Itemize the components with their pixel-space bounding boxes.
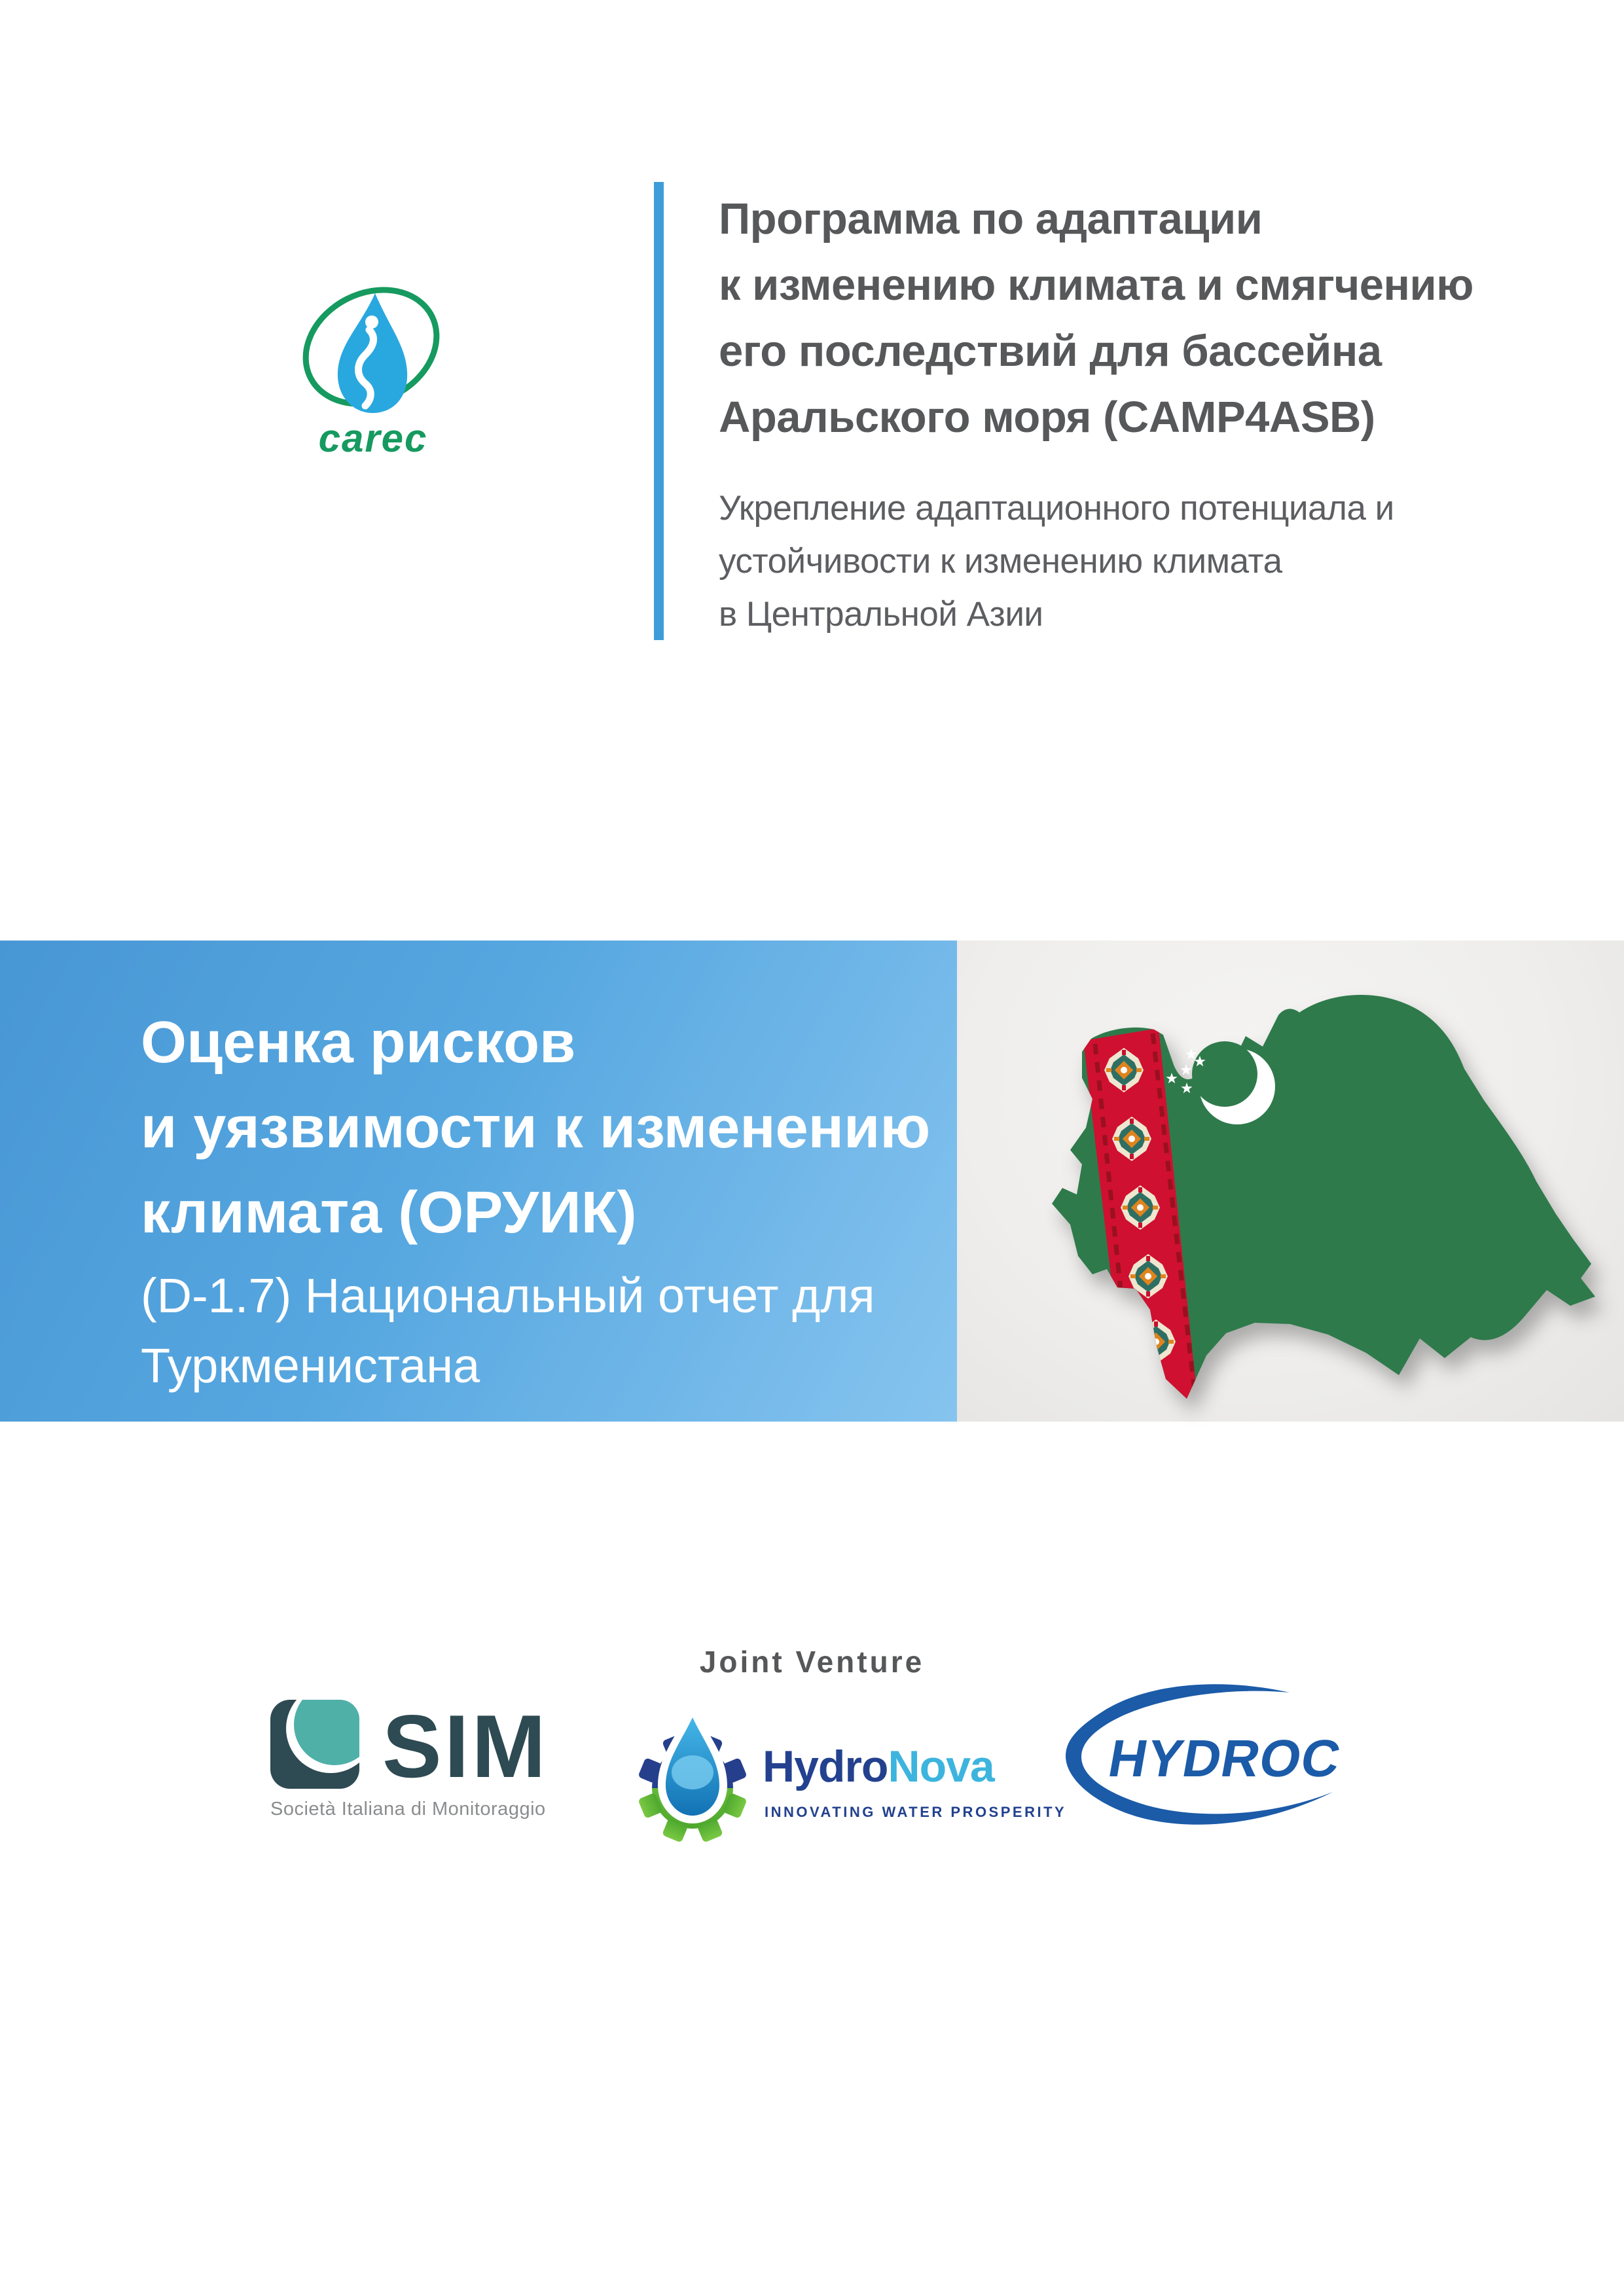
joint-venture-label: Joint Venture (699, 1645, 925, 1679)
sim-logo-icon (270, 1700, 359, 1789)
title-banner (0, 941, 1624, 1422)
program-subtitle (719, 482, 1511, 641)
carec-logo (296, 274, 450, 463)
report-subtitle (141, 1261, 952, 1401)
program-title-line: Программа по адаптации (719, 194, 1263, 243)
program-title-line: Аральского моря (CAMP4ASB) (719, 393, 1375, 442)
report-title-line: Оценка рисков (141, 1010, 576, 1075)
banner-blue-panel (0, 941, 957, 1422)
carec-logo-figure-head (365, 315, 378, 329)
hydronova-name-primary: Hydro (763, 1742, 888, 1791)
turkmenistan-map (985, 978, 1600, 1404)
report-title-line: и уязвимости к изменению (141, 1095, 931, 1160)
hydronova-logo-tagline: INNOVATING WATER PROSPERITY (765, 1804, 1067, 1820)
hydroc-logo-name: HYDROC (1104, 1729, 1346, 1788)
sim-logo-name: SIM (382, 1696, 549, 1796)
report-subtitle-line: Туркменистана (141, 1338, 480, 1393)
banner-photo (957, 941, 1624, 1422)
hydronova-logo-icon (637, 1695, 748, 1844)
program-subtitle-line: в Центральной Азии (719, 595, 1043, 634)
report-title-line: климата (ОРУИК) (141, 1180, 637, 1246)
program-subtitle-line: устойчивости к изменению климата (719, 542, 1282, 581)
report-title (141, 1000, 952, 1255)
program-title-line: к изменению климата и смягчению (719, 260, 1473, 310)
hydroc-logo (1059, 1679, 1350, 1831)
program-title (719, 186, 1511, 450)
report-subtitle-line: (D-1.7) Национальный отчет для (141, 1268, 875, 1323)
carec-wordmark: carec (318, 416, 428, 460)
program-title-line: его последствий для бассейна (719, 327, 1382, 376)
hydronova-name-secondary: Nova (888, 1742, 994, 1791)
hydronova-logo-name (763, 1742, 994, 1791)
sim-logo-tagline: Società Italiana di Monitoraggio (270, 1799, 546, 1820)
program-subtitle-line: Укрепление адаптационного потенциала и (719, 489, 1394, 528)
header-accent-line (654, 182, 664, 640)
